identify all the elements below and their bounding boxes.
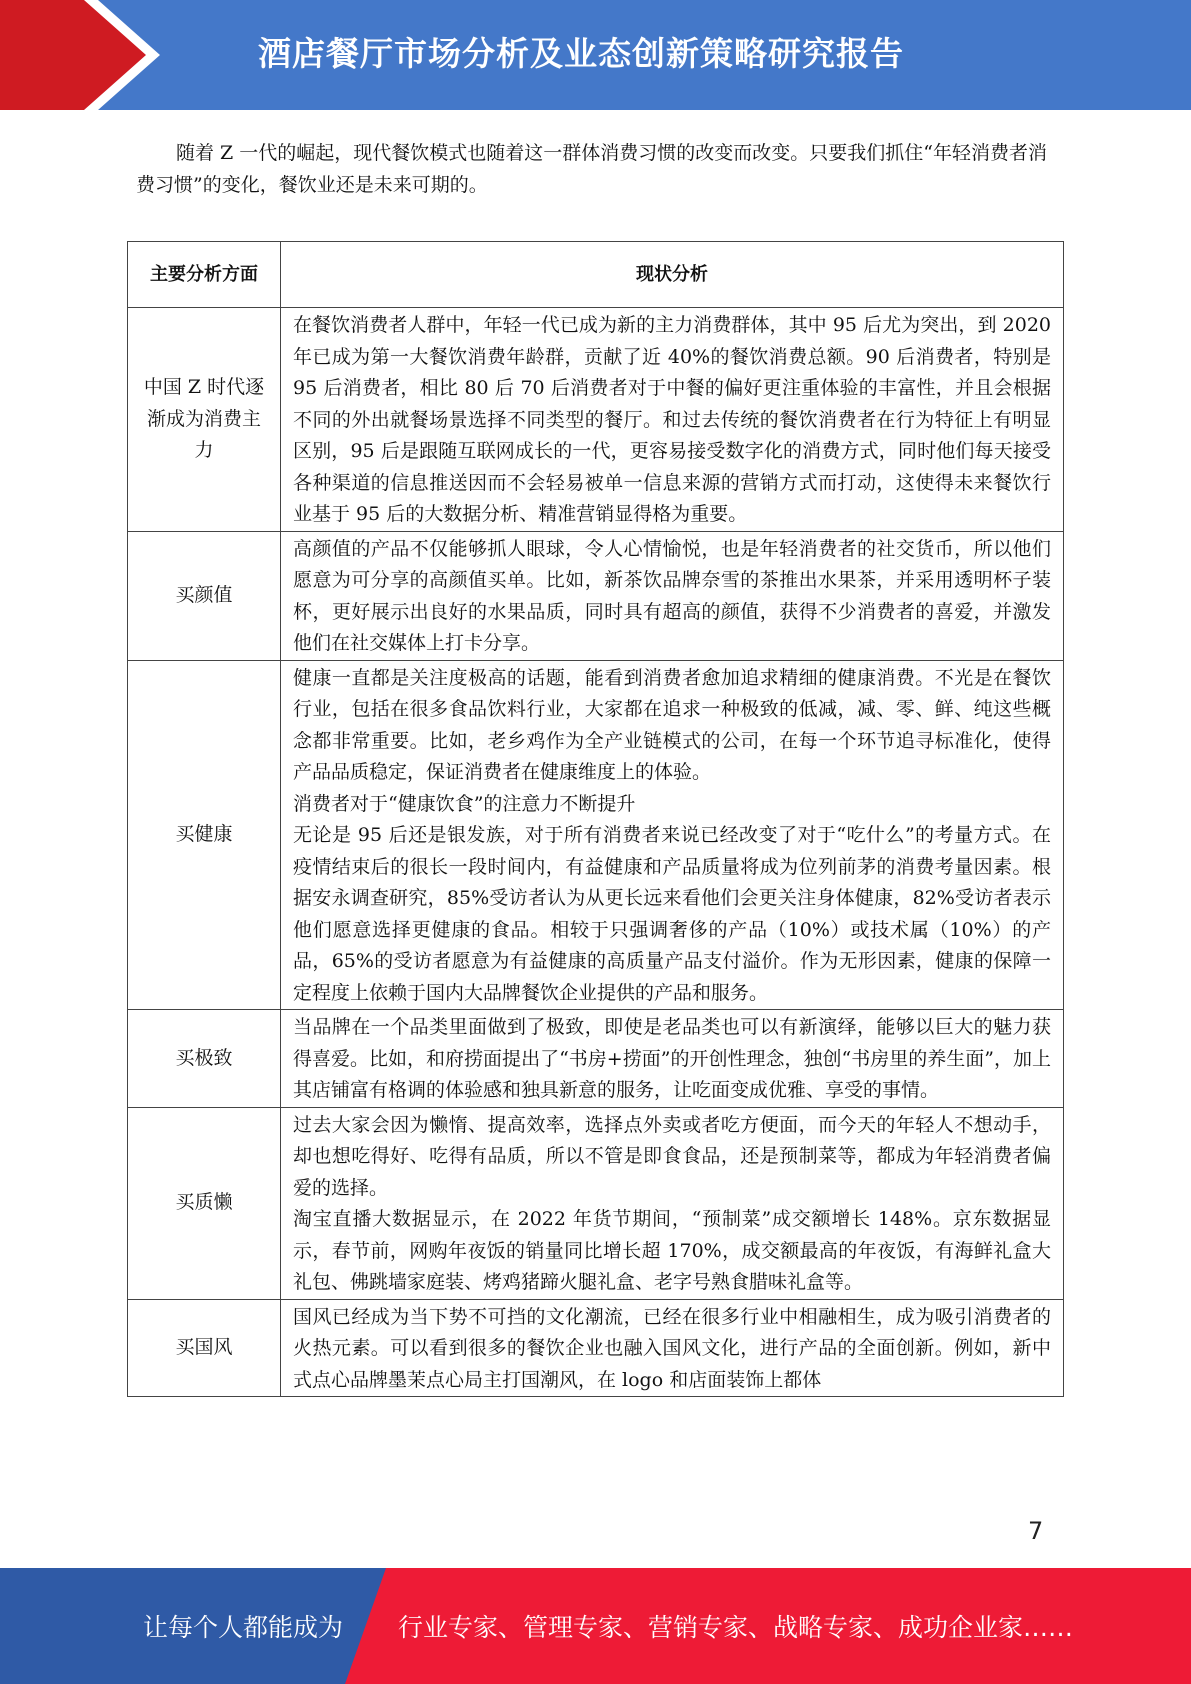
row-aspect: 买健康	[128, 660, 281, 1010]
report-title: 酒店餐厅市场分析及业态创新策略研究报告	[258, 34, 904, 73]
table-row	[128, 531, 1064, 660]
analysis-paragraph: 健康一直都是关注度极高的话题，能看到消费者愈加追求精细的健康消费。不光是在餐饮行业，包括在很多食品饮料行业，大家都在追求一种极致的低减，减、零、鲜、纯这些概念都非常重要。比如，老乡鸡作为全产业链模式的公司，在每一个环节追寻标准化，使得产品品质稳定，保证消费者在健康维度上的体验。	[293, 666, 1051, 783]
analysis-paragraph: 过去大家会因为懒惰、提高效率，选择点外卖或者吃方便面，而今天的年轻人不想动手，却也想吃得好、吃得有品质，所以不管是即食食品，还是预制菜等，都成为年轻消费者偏爱的选择。	[293, 1113, 1051, 1199]
row-aspect: 买质懒	[128, 1107, 281, 1299]
table-header-row	[128, 242, 1064, 308]
page-footer	[0, 1568, 1191, 1684]
analysis-paragraph: 当品牌在一个品类里面做到了极致，即使是老品类也可以有新演绎，能够以巨大的魅力获得喜爱。比如，和府捞面提出了“书房+捞面”的开创性理念，独创“书房里的养生面”，加上其店铺富有格调的体验感和独具新意的服务，让吃面变成优雅、享受的事情。	[293, 1016, 1051, 1101]
analysis-paragraph: 国风已经成为当下势不可挡的文化潮流，已经在很多行业中相融相生，成为吸引消费者的火热元素。可以看到很多的餐饮企业也融入国风文化，进行产品的全面创新。例如，新中式点心品牌墨茉点心局主打国潮风，在 logo 和店面装饰上都体	[293, 1305, 1051, 1391]
row-aspect: 买颜值	[128, 531, 281, 660]
page-header	[0, 0, 1191, 110]
footer-slogan-right: 行业专家、管理专家、营销专家、战略专家、成功企业家……	[398, 1613, 1074, 1642]
row-analysis	[281, 1010, 1064, 1108]
row-aspect: 买极致	[128, 1010, 281, 1108]
row-aspect: 中国 Z 时代逐渐成为消费主力	[128, 308, 281, 532]
intro-paragraph: 随着 Z 一代的崛起，现代餐饮模式也随着这一群体消费习惯的改变而改变。只要我们抓住“年轻消费者消费习惯”的变化，餐饮业还是未来可期的。	[136, 142, 1047, 196]
row-analysis	[281, 660, 1064, 1010]
table-row	[128, 1107, 1064, 1299]
table-row	[128, 1299, 1064, 1397]
analysis-paragraph: 在餐饮消费者人群中，年轻一代已成为新的主力消费群体，其中 95 后尤为突出，到 2020 年已成为第一大餐饮消费年龄群，贡献了近 40%的餐饮消费总额。90 后消费者，特别是 95 后消费者，相比 80 后 70 后消费者对于中餐的偏好更注重体验的丰富性，并且会根据不同的外出就餐场景选择不同类型的餐厅。和过去传统的餐饮消费者在行为特征上有明显区别，95 后是跟随互联网成长的一代，更容易接受数字化的消费方式，同时他们每天接受各种渠道的信息推送因而不会轻易被单一信息来源的营销方式而打动，这使得未来餐饮行业基于 95 后的大数据分析、精准营销显得格为重要。	[293, 314, 1051, 525]
row-analysis	[281, 308, 1064, 532]
analysis-paragraph: 无论是 95 后还是银发族，对于所有消费者来说已经改变了对于“吃什么”的考量方式。在疫情结束后的很长一段时间内，有益健康和产品质量将成为位列前茅的消费考量因素。根据安永调查研究，85%受访者认为从更长远来看他们会更关注身体健康，82%受访者表示他们愿意选择更健康的食品。相较于只强调奢侈的产品（10%）或技术属（10%）的产品，65%的受访者愿意为有益健康的高质量产品支付溢价。作为无形因素，健康的保障一定程度上依赖于国内大品牌餐饮企业提供的产品和服务。	[293, 824, 1051, 1004]
red-chevron-decoration	[0, 0, 150, 110]
row-aspect: 买国风	[128, 1299, 281, 1397]
header-analysis: 现状分析	[281, 242, 1064, 308]
analysis-paragraph: 淘宝直播大数据显示，在 2022 年货节期间，“预制菜”成交额增长 148%。京东数据显示，春节前，网购年夜饭的销量同比增长超 170%，成交额最高的年夜饭，有海鲜礼盒大礼包、佛跳墙家庭装、烤鸡猪蹄火腿礼盒、老字号熟食腊味礼盒等。	[293, 1208, 1051, 1293]
header-aspect: 主要分析方面	[128, 242, 281, 308]
page-number: 7	[1028, 1517, 1044, 1545]
row-analysis	[281, 1299, 1064, 1397]
analysis-paragraph: 消费者对于“健康饮食”的注意力不断提升	[293, 792, 636, 815]
table-row	[128, 1010, 1064, 1108]
analysis-paragraph: 高颜值的产品不仅能够抓人眼球，令人心情愉悦，也是年轻消费者的社交货币，所以他们愿意为可分享的高颜值买单。比如，新茶饮品牌奈雪的茶推出水果茶，并采用透明杯子装杯，更好展示出良好的水果品质，同时具有超高的颜值，获得不少消费者的喜爱，并激发他们在社交媒体上打卡分享。	[293, 537, 1051, 654]
row-analysis	[281, 531, 1064, 660]
analysis-table	[127, 241, 1064, 1397]
row-analysis	[281, 1107, 1064, 1299]
table-row	[128, 660, 1064, 1010]
footer-slogan-left: 让每个人都能成为	[143, 1613, 344, 1642]
table-row	[128, 308, 1064, 532]
